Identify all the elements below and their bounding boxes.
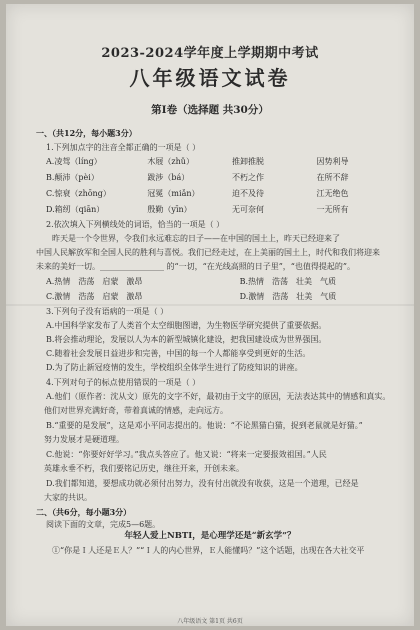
q1-stem: 1.下列加点字的注音全都正确的一项是（ ） — [46, 143, 201, 152]
part1-heading: 一、（共12分，每小题3分） — [36, 128, 137, 138]
page-footer: 八年级语文 第1页 共6页 — [177, 618, 243, 625]
q2-option-row — [46, 291, 401, 302]
q1-option-row — [46, 204, 401, 215]
q1-option-cell: 因势利导 — [316, 157, 349, 166]
part2-heading: 二、（共6分，每小题3分） — [36, 507, 132, 517]
q4-option-line: 英雄永垂不朽，我们要铭记历史，继往开来，开创未来。 — [36, 464, 244, 473]
q2-passage-line: 昨天是一个令世界，令我们永远难忘的日子——在中国的国土上，昨天已经迎来了 — [36, 234, 340, 243]
exam-title: 八年级语文试卷 — [129, 66, 291, 90]
q4-option-line: D.我们都知道，要想成功就必须付出努力，没有付出就没有收获，这是一个道理，已经是 — [46, 479, 359, 488]
q2-stem: 2.依次填入下列横线处的词语，恰当的一项是（ ） — [46, 220, 225, 229]
q1-option-cell: 一无所有 — [316, 205, 349, 214]
q1-option-cell: 冠冕（miǎn） — [147, 189, 200, 198]
q4-option-line: B.“重要的是发展”，这是邓小平同志提出的。他说：“不论黑猫白猫，捉到老鼠就是好猫。” — [46, 421, 363, 430]
q4-option-line: A.他们（原作者：沈从文）原先的文字不好，最初由于文字的原因，无法表达其中的情感和真实。 — [46, 392, 391, 401]
q1-option-cell: C.惊衰（zhōng） — [46, 189, 111, 198]
exam-paper — [6, 4, 414, 626]
q1-option-row — [46, 172, 401, 183]
q1-option-cell: 殷勤（yīn） — [147, 205, 192, 214]
q1-option-cell: 推卸推脱 — [231, 157, 264, 166]
article-paragraph: ①“你是Ｉ人还是Ｅ人？”“Ｉ人的内心世界，Ｅ人能懂吗？”这个话题，出现在各大社交平 — [36, 546, 365, 555]
q1-option-cell: 在所不辞 — [316, 173, 349, 182]
q4-option-line: 努力发展才是硬道理。 — [36, 435, 124, 444]
q1-option-cell: 无可奈何 — [231, 205, 264, 214]
q1-option-row — [46, 188, 401, 199]
q2-option: D.激情 浩荡 壮美 气质 — [239, 292, 337, 301]
q4-stem: 4.下列对句子的标点使用错误的一项是（ ） — [46, 378, 201, 387]
q3-stem: 3.下列句子没有语病的一项是（ ） — [46, 307, 169, 316]
q3-option: A.中国科学家发布了人类首个太空细胞图谱，为生物医学研究提供了重要依据。 — [46, 321, 327, 330]
q3-option: B.将会推动理论，发展以人为本的新型城镇化建设，把我国建设成为世界强国。 — [46, 335, 327, 344]
q1-option-cell: 木屐（zhǔ） — [147, 157, 194, 166]
exam-year-title: 2023-2024学年度上学期期中考试 — [101, 46, 319, 61]
article-title: 年轻人爱上NBTI，是心理学还是“新玄学”？ — [124, 531, 296, 541]
q1-option-cell: B.颠沛（pèi） — [46, 173, 99, 182]
q1-option-cell: A.凌驾（líng） — [46, 157, 102, 166]
q1-option-cell: 江无绝色 — [316, 189, 349, 198]
q1-option-cell: 跋涉（bá） — [147, 173, 190, 182]
q4-option-line: 大家的共识。 — [36, 493, 92, 502]
q3-option: C.随着社会发展日益进步和完善，中国的每一个人都能享受到更好的生活。 — [46, 349, 311, 358]
q2-option-row — [46, 276, 401, 287]
q2-option: C.激情 浩荡 启蒙 激昂 — [46, 292, 143, 301]
q2-passage-line: 中国人民解放军和全国人民的胜利与喜悦。我们已经走过，在上美丽的国土上，时代和我们将迎来 — [36, 248, 380, 257]
part2-intro: 阅读下面的文章，完成5—6题。 — [46, 520, 161, 529]
q1-option-cell: 迫不及待 — [231, 189, 264, 198]
q2-option: B.热情 浩荡 壮美 气质 — [239, 277, 337, 286]
q1-option-row — [46, 156, 401, 167]
section-title: 第Ⅰ卷（选择题 共30分） — [151, 104, 269, 116]
q1-option-cell: 不朽之作 — [231, 173, 264, 182]
q4-option-line: 他们对世界充满好奇，带着真诚的情感，走向远方。 — [36, 406, 228, 415]
q2-option: A.热情 浩荡 启蒙 激昂 — [46, 277, 143, 286]
q2-passage-line: 未来的美好一切。________________ 的“一切，“在光线高照的日子里”，“也值得提起的”。 — [36, 262, 355, 271]
q3-option: D.为了防止新冠疫情的发生，学校组织全体学生进行了防疫知识的讲座。 — [46, 363, 303, 372]
q4-option-line: C.他说：“你要好好学习。”我点头答应了。他又说：“将来一定要报效祖国。”人民 — [46, 450, 327, 459]
q1-option-cell: D.箱纫（qiān） — [46, 205, 105, 214]
